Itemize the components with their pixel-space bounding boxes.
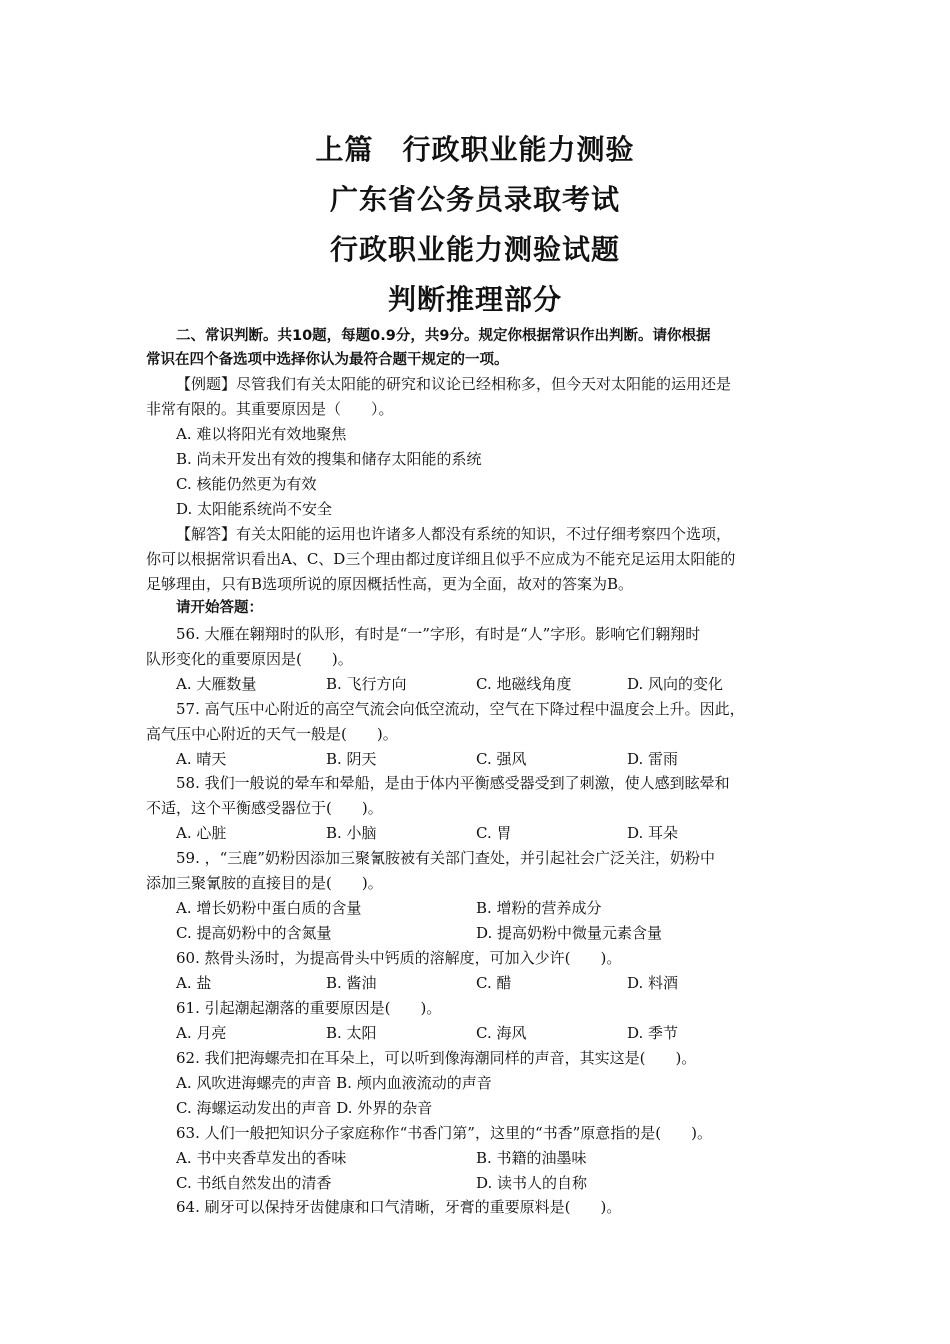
q56-option-c: C. 地磁线角度 bbox=[476, 675, 572, 693]
q63-option-d: D. 读书人的自称 bbox=[476, 1174, 588, 1192]
title-part: 上篇 行政职业能力测验 bbox=[315, 133, 635, 166]
q58-option-d: D. 耳朵 bbox=[627, 824, 679, 842]
q58-option-b: B. 小脑 bbox=[326, 824, 377, 842]
q61-option-a: A. 月亮 bbox=[176, 1024, 227, 1042]
title-exam: 广东省公务员录取考试 bbox=[329, 183, 620, 216]
q59-option-c: C. 提高奶粉中的含氮量 bbox=[176, 924, 332, 942]
question-56: 56. 大雁在翱翔时的队形，有时是“一”字形，有时是“人”字形。影响它们翱翔时 bbox=[176, 625, 701, 643]
q57-option-c: C. 强风 bbox=[476, 750, 527, 768]
q56-option-a: A. 大雁数量 bbox=[176, 675, 257, 693]
answer-line-1: 【解答】有关太阳能的运用也许诸多人都没有系统的知识，不过仔细考察四个选项， bbox=[176, 525, 732, 543]
example-option-a: A. 难以将阳光有效地聚焦 bbox=[176, 425, 347, 443]
q57-option-b: B. 阴天 bbox=[326, 750, 377, 768]
example-option-b: B. 尚未开发出有效的搜集和储存太阳能的系统 bbox=[176, 450, 482, 468]
q61-option-b: B. 太阳 bbox=[326, 1024, 377, 1042]
q56-option-b: B. 飞行方向 bbox=[326, 675, 407, 693]
q57-option-d: D. 雷雨 bbox=[627, 750, 679, 768]
question-57: 57. 高气压中心附近的高空气流会向低空流动，空气在下降过程中温度会上升。因此， bbox=[176, 700, 745, 718]
example-line-2: 非常有限的。其重要原因是（ ）。 bbox=[146, 400, 394, 418]
title-section: 判断推理部分 bbox=[387, 283, 562, 316]
q60-option-b: B. 酱油 bbox=[326, 974, 377, 992]
q57-option-a: A. 晴天 bbox=[176, 750, 227, 768]
question-62: 62. 我们把海螺壳扣在耳朵上，可以听到像海潮同样的声音，其实这是( )。 bbox=[176, 1049, 697, 1067]
q60-option-d: D. 料酒 bbox=[627, 974, 679, 992]
q63-option-b: B. 书籍的油墨味 bbox=[476, 1149, 587, 1167]
q63-option-a: A. 书中夹香草发出的香味 bbox=[176, 1149, 347, 1167]
q58-option-a: A. 心脏 bbox=[176, 824, 227, 842]
answer-line-2: 你可以根据常识看出A、C、D三个理由都过度详细且似乎不应成为不能充足运用太阳能的 bbox=[146, 550, 736, 568]
q59-option-b: B. 增粉的营养成分 bbox=[476, 899, 602, 917]
q56-option-d: D. 风向的变化 bbox=[627, 675, 724, 693]
q60-option-c: C. 醋 bbox=[476, 974, 512, 992]
intro-line-1: 二、常识判断。共10题，每题0.9分，共9分。规定你根据常识作出判断。请你根据 bbox=[176, 328, 711, 344]
q59-option-d: D. 提高奶粉中微量元素含量 bbox=[476, 924, 663, 942]
title-subject: 行政职业能力测验试题 bbox=[329, 233, 620, 266]
q61-option-d: D. 季节 bbox=[627, 1024, 679, 1042]
q61-option-c: C. 海风 bbox=[476, 1024, 527, 1042]
q62-options-ab: A. 风吹进海螺壳的声音 B. 颅内血液流动的声音 bbox=[176, 1074, 492, 1092]
question-59-line-2: 添加三聚氰胺的直接目的是( )。 bbox=[146, 874, 383, 892]
q63-option-c: C. 书纸自然发出的清香 bbox=[176, 1174, 332, 1192]
question-56-line-2: 队形变化的重要原因是( )。 bbox=[146, 650, 353, 668]
question-60: 60. 熬骨头汤时，为提高骨头中钙质的溶解度，可加入少许( )。 bbox=[176, 949, 622, 967]
start-label: 请开始答题： bbox=[176, 600, 263, 616]
example-option-d: D. 太阳能系统尚不安全 bbox=[176, 500, 333, 518]
example-option-c: C. 核能仍然更为有效 bbox=[176, 475, 317, 493]
question-63: 63. 人们一般把知识分子家庭称作“书香门第”，这里的“书香”原意指的是( )。 bbox=[176, 1124, 713, 1142]
question-61: 61. 引起潮起潮落的重要原因是( )。 bbox=[176, 999, 442, 1017]
answer-line-3: 足够理由，只有B选项所说的原因概括性高，更为全面，故对的答案为B。 bbox=[146, 575, 634, 593]
example-line-1: 【例题】尽管我们有关太阳能的研究和议论已经相称多，但今天对太阳能的运用还是 bbox=[176, 375, 732, 393]
question-58: 58. 我们一般说的晕车和晕船，是由于体内平衡感受器受到了刺激，使人感到眩晕和 bbox=[176, 774, 730, 792]
intro-line-2: 常识在四个备选项中选择你认为最符合题干规定的一项。 bbox=[146, 352, 509, 368]
question-59: 59. ，“三鹿”奶粉因添加三聚氰胺被有关部门查处，并引起社会广泛关注，奶粉中 bbox=[176, 849, 715, 867]
q62-options-cd: C. 海螺运动发出的声音 D. 外界的杂音 bbox=[176, 1099, 433, 1117]
q59-option-a: A. 增长奶粉中蛋白质的含量 bbox=[176, 899, 362, 917]
question-64: 64. 刷牙可以保持牙齿健康和口气清晰，牙膏的重要原料是( )。 bbox=[176, 1198, 622, 1216]
q60-option-a: A. 盐 bbox=[176, 974, 212, 992]
q58-option-c: C. 胃 bbox=[476, 824, 512, 842]
question-58-line-2: 不适，这个平衡感受器位于( )。 bbox=[146, 799, 383, 817]
question-57-line-2: 高气压中心附近的天气一般是( )。 bbox=[146, 725, 398, 743]
